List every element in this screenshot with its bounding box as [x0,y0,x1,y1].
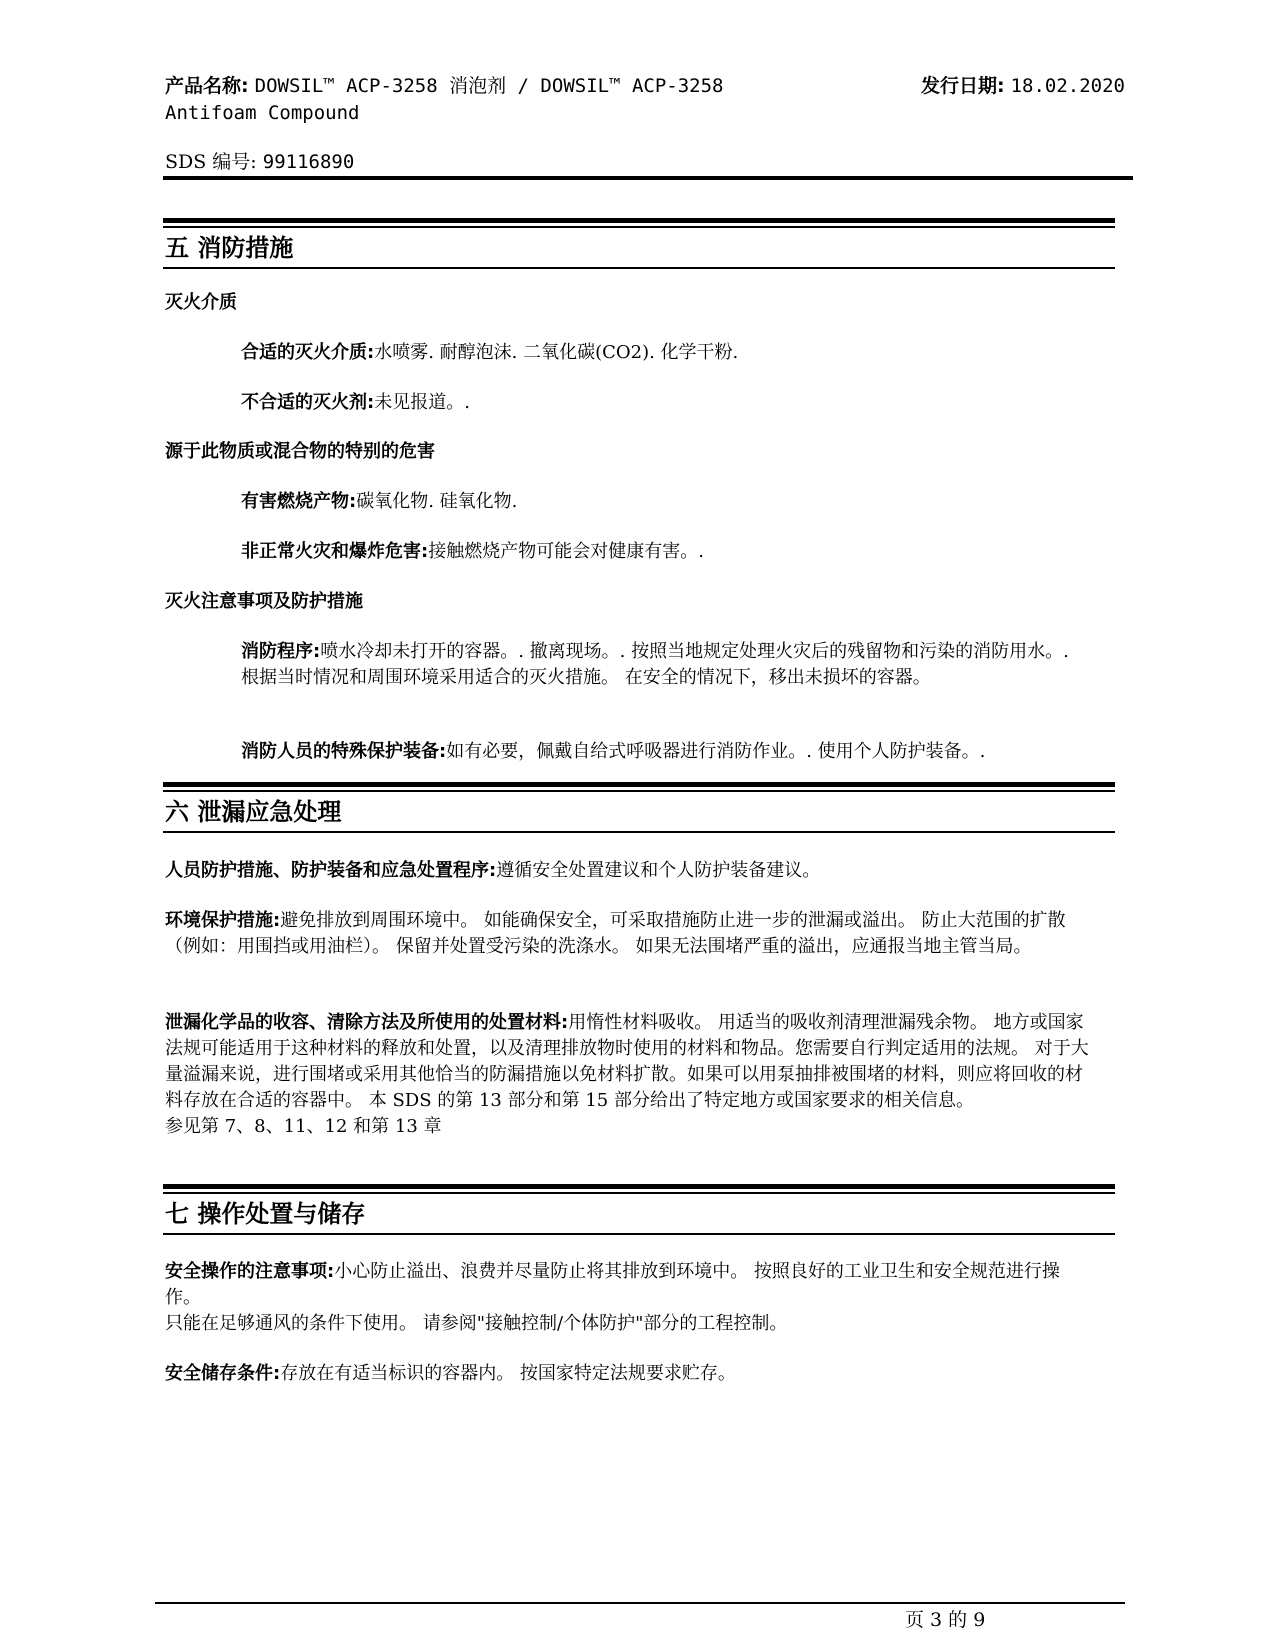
section-7-bar [163,1184,1115,1189]
personal-precautions: 人员防护措施、防护装备和应急处置程序:遵循安全处置建议和个人防护装备建议。 [165,860,821,881]
containment-cleanup: 泄漏化学品的收容、清除方法及所使用的处置材料:用惰性材料吸收。 用适当的吸收剂清理泄漏残余物。 地方或国家法规可能适用于这种材料的释放和处置，以及清理排放物时使用的材料和物品。您需要自行判定适用的法规。 对于大量溢漏来说，进行围堵或采用其他恰当的防漏措施以免材料扩散。如果可以用泵抽排被围堵的材料，则应将回收的材料存放在合适的容器中。 本 SDS 的第 13 部分和第 15 部分给出了特定地方或国家要求的相关信息。 参见第 7、8、11、12 和第 13 章 [165,1012,1089,1137]
section-6-title: 六 泄漏应急处理 [165,798,342,826]
section-5-title: 五 消防措施 [165,234,294,262]
product-name-label: 产品名称: [165,75,249,97]
section-6-bar [163,782,1115,787]
sds-number-label: SDS 编号: [165,151,257,173]
special-hazards-heading: 源于此物质或混合物的特别的危害 [165,441,435,462]
sds-number-value: 99116890 [262,151,355,173]
product-name-line [165,73,805,127]
issue-date-label: 发行日期: [920,75,1005,97]
environmental-precautions: 环境保护措施:避免排放到周围环境中。 如能确保安全，可采取措施防止进一步的泄漏或溢出。 防止大范围的扩散（例如：用围挡或用油栏）。 保留并处置受污染的洗涤水。 如果无法围堵严重的溢出，应通报当地主管当局。 [165,910,1066,957]
footer-divider [155,1602,1125,1604]
header-divider [163,176,1133,180]
issue-date-line [921,73,1125,100]
section-7-title: 七 操作处置与储存 [165,1200,366,1228]
section-6-bar-thin [163,790,1115,792]
firefighter-equipment: 消防人员的特殊保护装备:如有必要，佩戴自给式呼吸器进行消防作业。. 使用个人防护装备。. [241,741,986,762]
product-name-value: DOWSIL™ ACP-3258 消泡剂 / DOWSIL™ ACP-3258 Antifoam Compound [165,75,724,124]
safe-handling: 安全操作的注意事项:小心防止溢出、浪费并尽量防止将其排放到环境中。 按照良好的工业卫生和安全规范进行操作。 只能在足够通风的条件下使用。 请参阅"接触控制/个体防护"部分的工程控制。 [165,1261,1060,1334]
section-7-underline [163,1233,1115,1235]
firefighting-procedures: 消防程序:喷水冷却未打开的容器。. 撤离现场。. 按照当地规定处理火灾后的残留物和污染的消防用水。. 根据当时情况和周围环境采用适合的灭火措施。 在安全的情况下，移出未损坏的容器。 [241,641,1069,688]
section-7-bar-thin [163,1192,1115,1194]
sds-number-line [165,149,354,176]
issue-date-value: 18.02.2020 [1010,75,1125,97]
suitable-media: 合适的灭火介质:水喷雾. 耐醇泡沫. 二氧化碳(CO2). 化学干粉. [241,342,739,363]
section-6-underline [163,831,1115,833]
unsuitable-media: 不合适的灭火剂:未见报道。. [241,392,470,413]
unusual-fire-hazards: 非正常火灾和爆炸危害:接触燃烧产物可能会对健康有害。. [241,541,704,562]
firefighting-advice-heading: 灭火注意事项及防护措施 [165,591,363,612]
page-number: 页 3 的 9 [905,1609,986,1631]
safe-storage: 安全储存条件:存放在有适当标识的容器内。 按国家特定法规要求贮存。 [165,1363,736,1384]
extinguishing-media-heading: 灭火介质 [165,292,237,313]
section-5-underline [163,267,1115,269]
hazardous-combustion-products: 有害燃烧产物:碳氧化物. 硅氧化物. [241,491,518,512]
section-5-bar [163,218,1115,223]
section-5-bar-thin [163,226,1115,228]
